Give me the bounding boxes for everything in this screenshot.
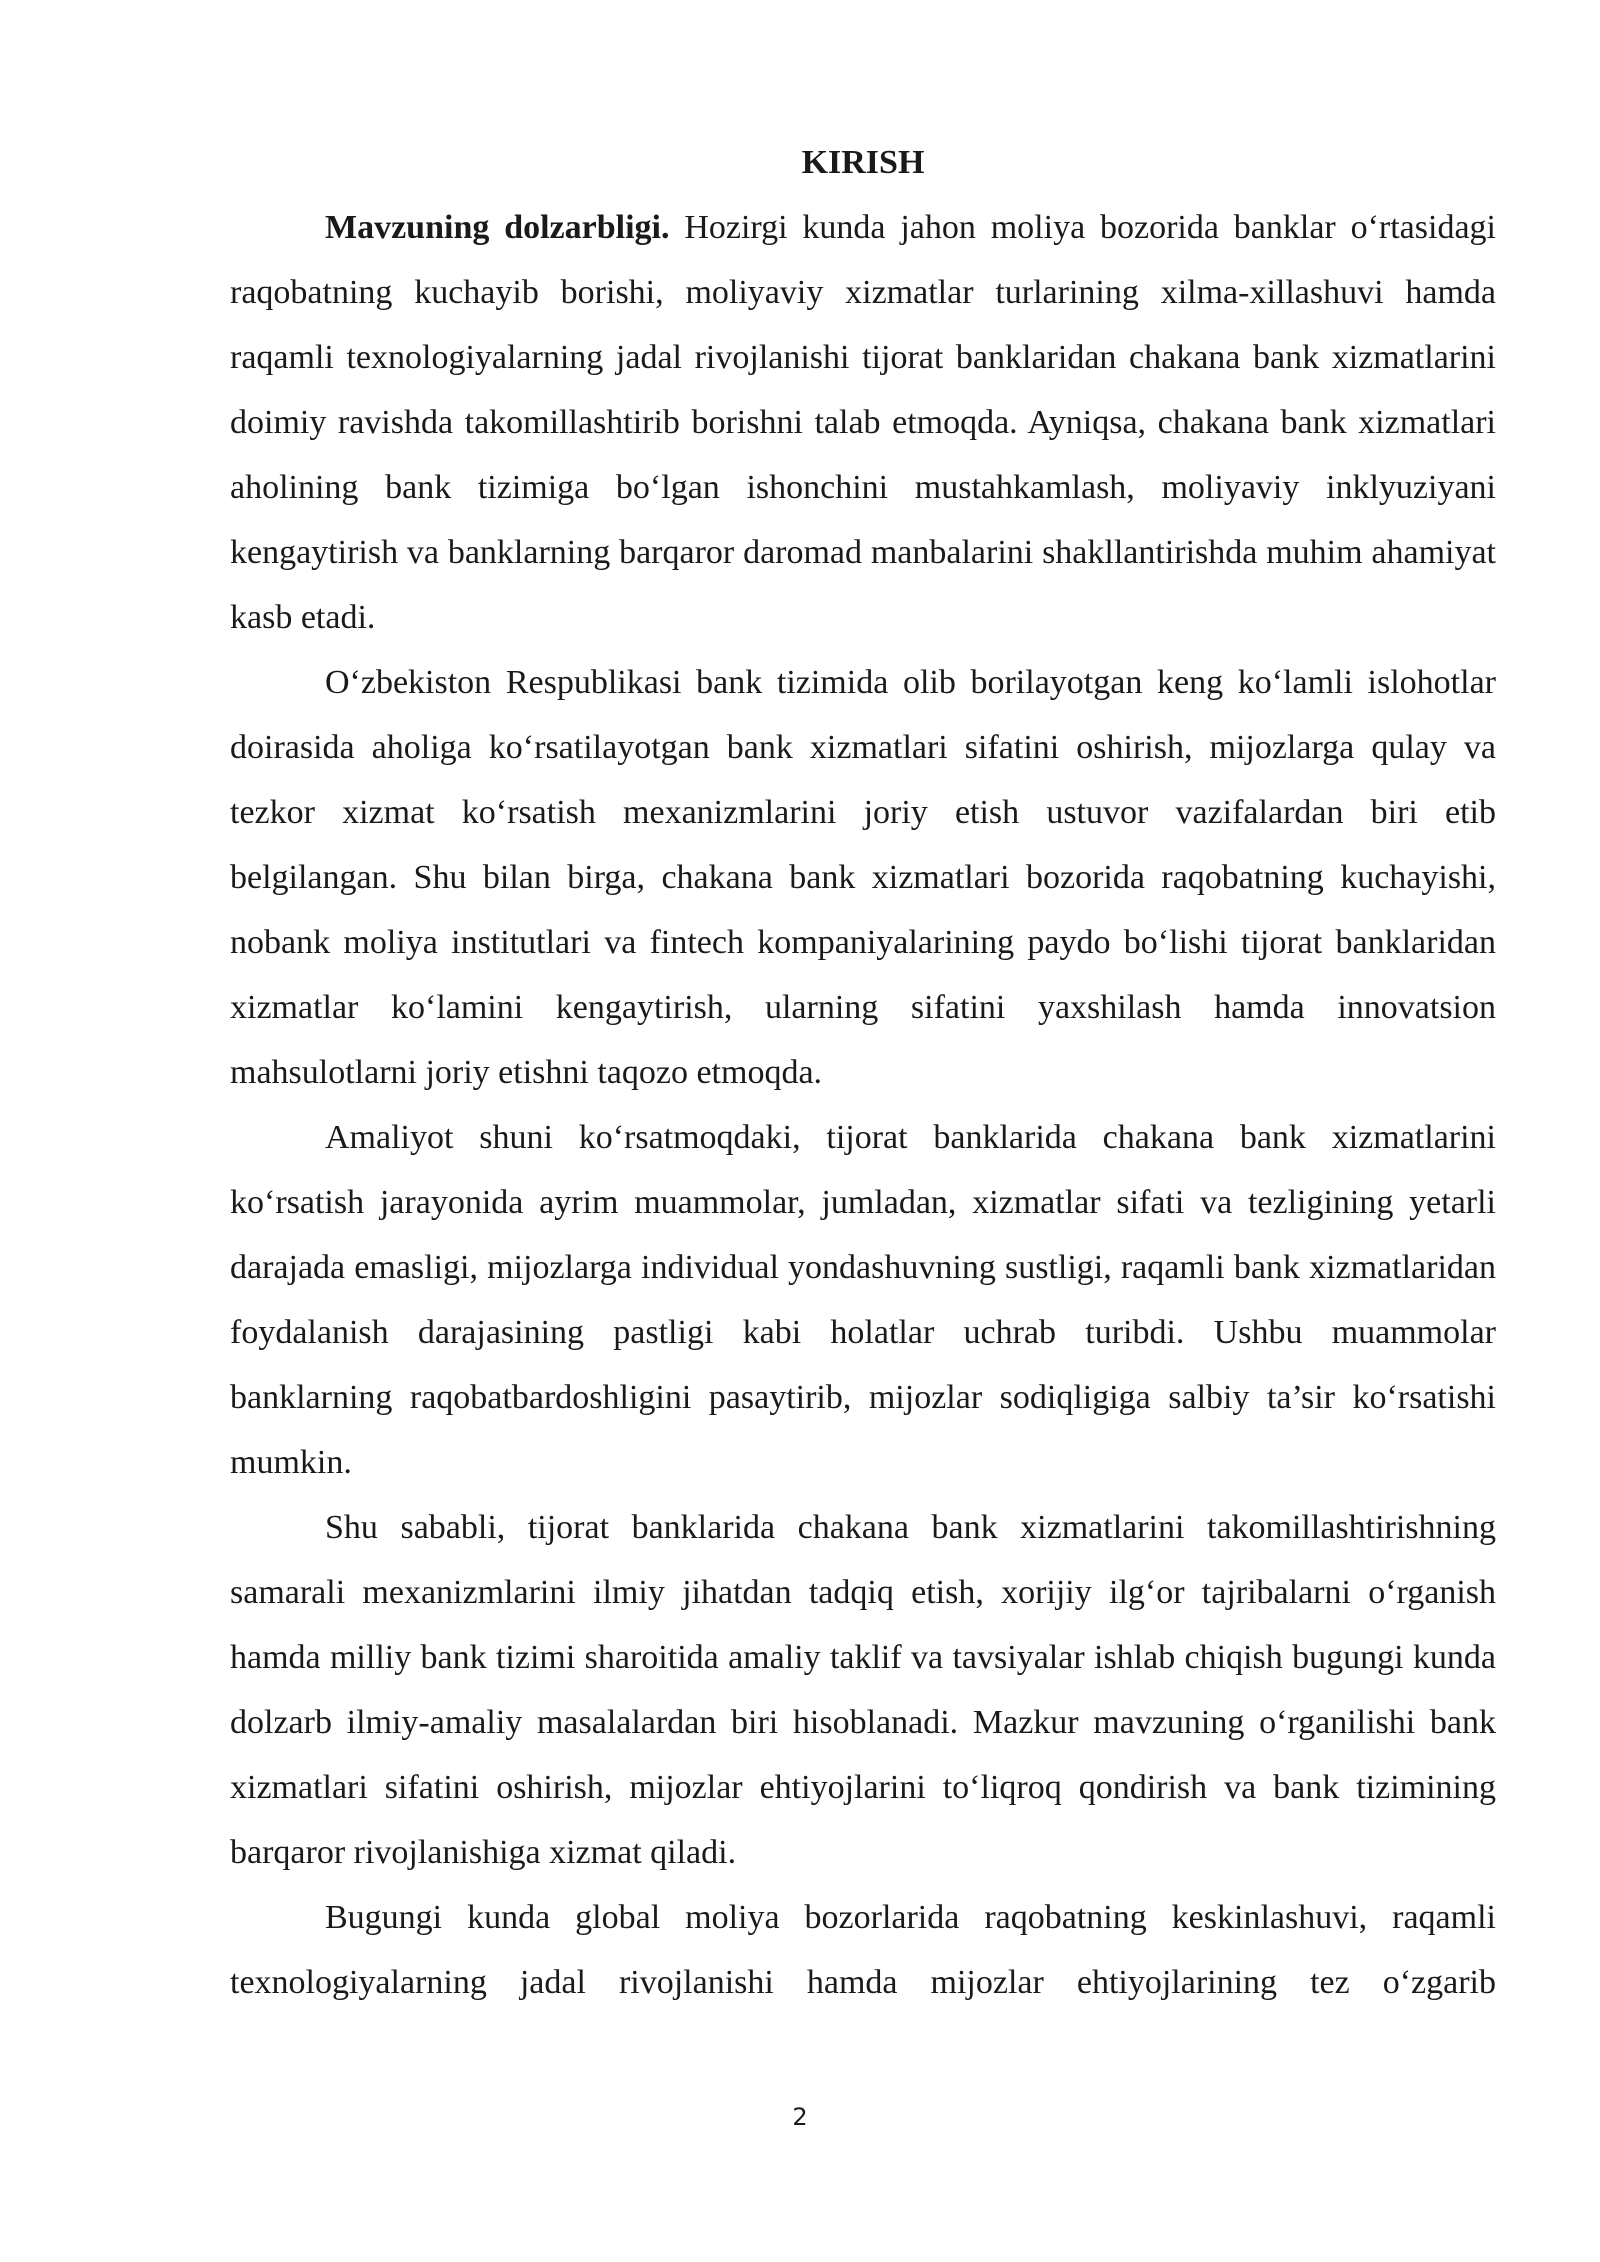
paragraph-text: Amaliyot shuni ko‘rsatmoqdaki, tijorat banklarida chakana bank xizmatlarini ko‘rsatish jarayonida ayrim muammolar, jumladan, xizmatlar sifati va tezligining yetarli darajada emasligi, mijozlarga individual yondashuvning sustligi, raqamli bank xizmatlaridan foydalanish darajasining pastligi kabi holatlar uchrab turibdi. Ushbu muammolar banklarning raqobatbardoshligini pasaytirib, mijozlar sodiqligiga salbiy ta’sir ko‘rsatishi mumkin. xyxy=(230,1119,1496,1481)
paragraph-text: Hozirgi kunda jahon moliya bozorida banklar o‘rtasidagi raqobatning kuchayib borishi, moliyaviy xizmatlar turlarining xilma-xillashuvi hamda raqamli texnologiyalarning jadal rivojlanishi tijorat banklaridan chakana bank xizmatlarini doimiy ravishda takomillashtirib borishni talab etmoqda. Ayniqsa, chakana bank xizmatlari aholining bank tizimiga bo‘lgan ishonchini mustahkamlash, moliyaviy inklyuziyani kengaytirish va banklarning barqaror daromad manbalarini shakllantirishda muhim ahamiyat kasb etadi. xyxy=(230,209,1496,636)
paragraph-text: Bugungi kunda global moliya bozorlarida raqobatning keskinlashuvi, raqamli texnologiyalarning jadal rivojlanishi hamda mijozlar ehtiyojlarining tez o‘zgarib xyxy=(230,1899,1496,2001)
paragraph-reforms xyxy=(230,650,1496,1105)
paragraph-practice xyxy=(230,1105,1496,1495)
page-body xyxy=(230,130,1496,2015)
section-title: KIRISH xyxy=(801,144,925,181)
paragraph-text: O‘zbekiston Respublikasi bank tizimida olib borilayotgan keng ko‘lamli islohotlar doirasida aholiga ko‘rsatilayotgan bank xizmatlari sifatini oshirish, mijozlarga qulay va tezkor xizmat ko‘rsatish mexanizmlarini joriy etish ustuvor vazifalardan biri etib belgilangan. Shu bilan birga, chakana bank xizmatlari bozorida raqobatning kuchayishi, nobank moliya institutlari va fintech kompaniyalarining paydo bo‘lishi tijorat banklaridan xizmatlar ko‘lamini kengaytirish, ularning sifatini yaxshilash hamda innovatsion mahsulotlarni joriy etishni taqozo etmoqda. xyxy=(230,664,1496,1091)
paragraph-today xyxy=(230,1885,1496,2015)
page-number: 2 xyxy=(792,2103,808,2131)
paragraph-reason xyxy=(230,1495,1496,1885)
paragraph-relevance xyxy=(230,195,1496,650)
paragraph-text: Shu sababli, tijorat banklarida chakana bank xizmatlarini takomillashtirishning samarali mexanizmlarini ilmiy jihatdan tadqiq etish, xorijiy ilg‘or tajribalarni o‘rganish hamda milliy bank tizimi sharoitida amaliy taklif va tavsiyalar ishlab chiqish bugungi kunda dolzarb ilmiy-amaliy masalalardan biri hisoblanadi. Mazkur mavzuning o‘rganilishi bank xizmatlari sifatini oshirish, mijozlar ehtiyojlarini to‘liqroq qondirish va bank tizimining barqaror rivojlanishiga xizmat qiladi. xyxy=(230,1509,1496,1871)
paragraph-lead: Mavzuning dolzarbligi. xyxy=(325,209,670,246)
